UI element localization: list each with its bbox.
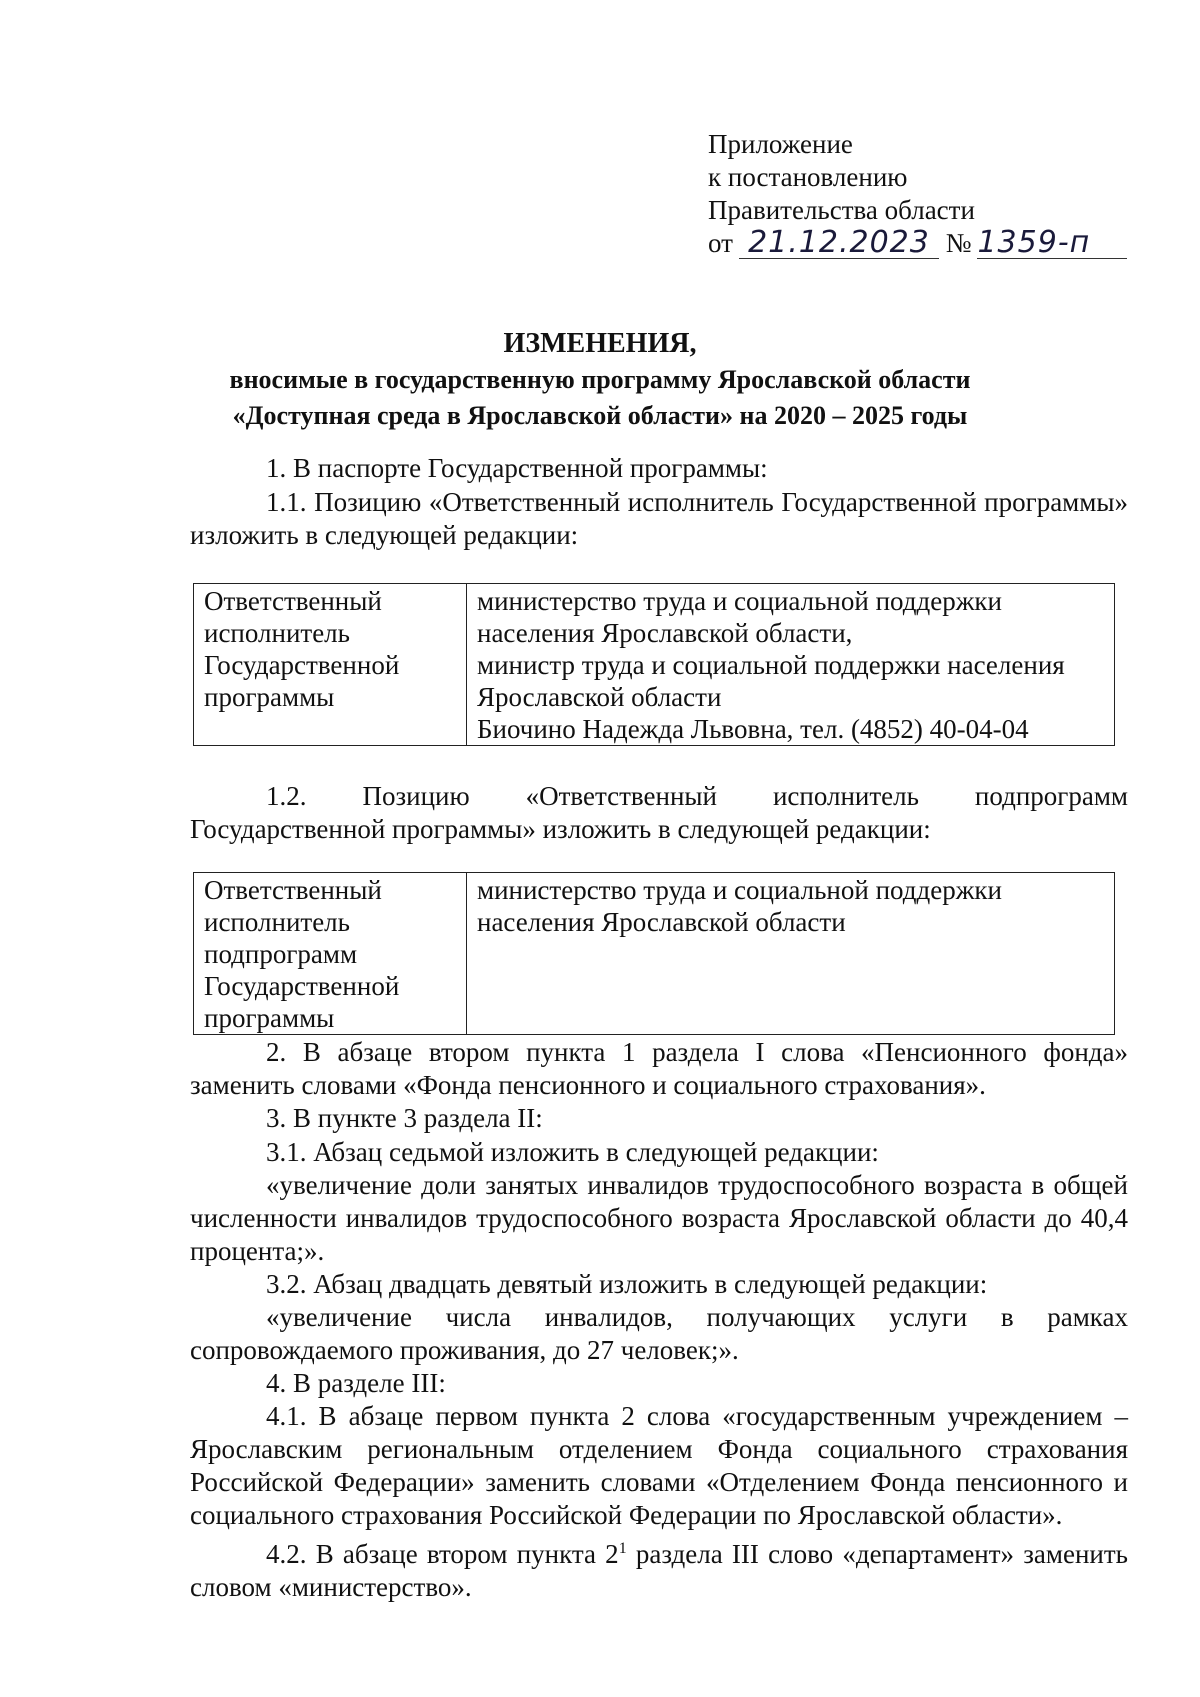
table-2-value-line: населения Ярославской области [477, 907, 846, 937]
paragraph-4-2-start: 4.2. В абзаце втором пункта 2 [266, 1539, 619, 1569]
paragraph-2: 2. В абзаце втором пункта 1 раздела I слова «Пенсионного фонда» заменить словами «Фонда пенсионного и социального страхования». [190, 1037, 1128, 1100]
paragraph-3: 3. В пункте 3 раздела II: [266, 1103, 543, 1133]
document-title [0, 326, 1200, 434]
appendix-line-2: к постановлению [708, 162, 908, 192]
paragraph-4: 4. В разделе III: [266, 1368, 446, 1398]
table-2-label: Ответственный исполнитель подпрограмм Государственной программы [194, 873, 467, 1035]
table-1-label: Ответственный исполнитель Государственной программы [194, 584, 467, 746]
appendix-line-3: Правительства области [708, 195, 975, 225]
title-line-3: «Доступная среда в Ярославской области» на 2020 – 2025 годы [232, 401, 968, 430]
paragraph-1: 1. В паспорте Государственной программы: [266, 453, 768, 483]
number-sign: № [945, 228, 972, 258]
table-1-value [467, 584, 1115, 746]
paragraph-3-2-text: «увеличение числа инвалидов, получающих услуги в рамках сопровождаемого проживания, до 27 человек;». [190, 1302, 1128, 1365]
table-1-value-line: населения Ярославской области, [477, 618, 853, 648]
handwritten-number: 1359-п [977, 228, 1127, 259]
table-2-value [467, 873, 1115, 1035]
paragraph-4-2-superscript: 1 [618, 1540, 627, 1557]
table-1-value-line: министр труда и социальной поддержки населения [477, 650, 1065, 680]
title-line-2: вносимые в государственную программу Ярославской области [229, 365, 971, 394]
table-1-value-line: Биочино Надежда Львовна, тел. (4852) 40-04-04 [477, 714, 1029, 744]
paragraph-4-2-end: раздела III слово «департамент» заменить словом «министерство». [190, 1539, 1128, 1602]
paragraph-1-2: 1.2. Позицию «Ответственный исполнитель подпрограмм Государственной программы» изложить в следующей редакции: [190, 781, 1128, 844]
position-table-1 [193, 583, 1115, 746]
paragraph-3-1: 3.1. Абзац седьмой изложить в следующей редакции: [266, 1137, 879, 1167]
paragraph-3-1-text: «увеличение доли занятых инвалидов трудоспособного возраста в общей численности инвалидов трудоспособного возраста Ярославской области до 40,4 процента;». [190, 1170, 1128, 1266]
handwritten-date: 21.12.2023 [739, 228, 939, 259]
paragraph-1-1: 1.1. Позицию «Ответственный исполнитель Государственной программы» изложить в следующей редакции: [190, 487, 1128, 550]
appendix-date-line [708, 227, 1127, 260]
paragraph-4-2 [190, 1532, 1128, 1604]
appendix-block [708, 128, 1127, 260]
date-prefix: от [708, 228, 733, 258]
table-2-value-line: министерство труда и социальной поддержки [477, 875, 1002, 905]
table-1-value-line: министерство труда и социальной поддержки [477, 586, 1002, 616]
paragraph-3-2: 3.2. Абзац двадцать девятый изложить в следующей редакции: [266, 1269, 988, 1299]
appendix-line-1: Приложение [708, 129, 853, 159]
paragraph-4-1: 4.1. В абзаце первом пункта 2 слова «государственным учреждением – Ярославским региональным отделением Фонда социального страхования Российской Федерации» заменить словами «Отделением Фонда пенсионного и социального страхования Российской Федерации по Ярославской области». [190, 1401, 1128, 1530]
title-heading: ИЗМЕНЕНИЯ, [503, 328, 697, 359]
position-table-2 [193, 872, 1115, 1035]
table-1-value-line: Ярославской области [477, 682, 722, 712]
